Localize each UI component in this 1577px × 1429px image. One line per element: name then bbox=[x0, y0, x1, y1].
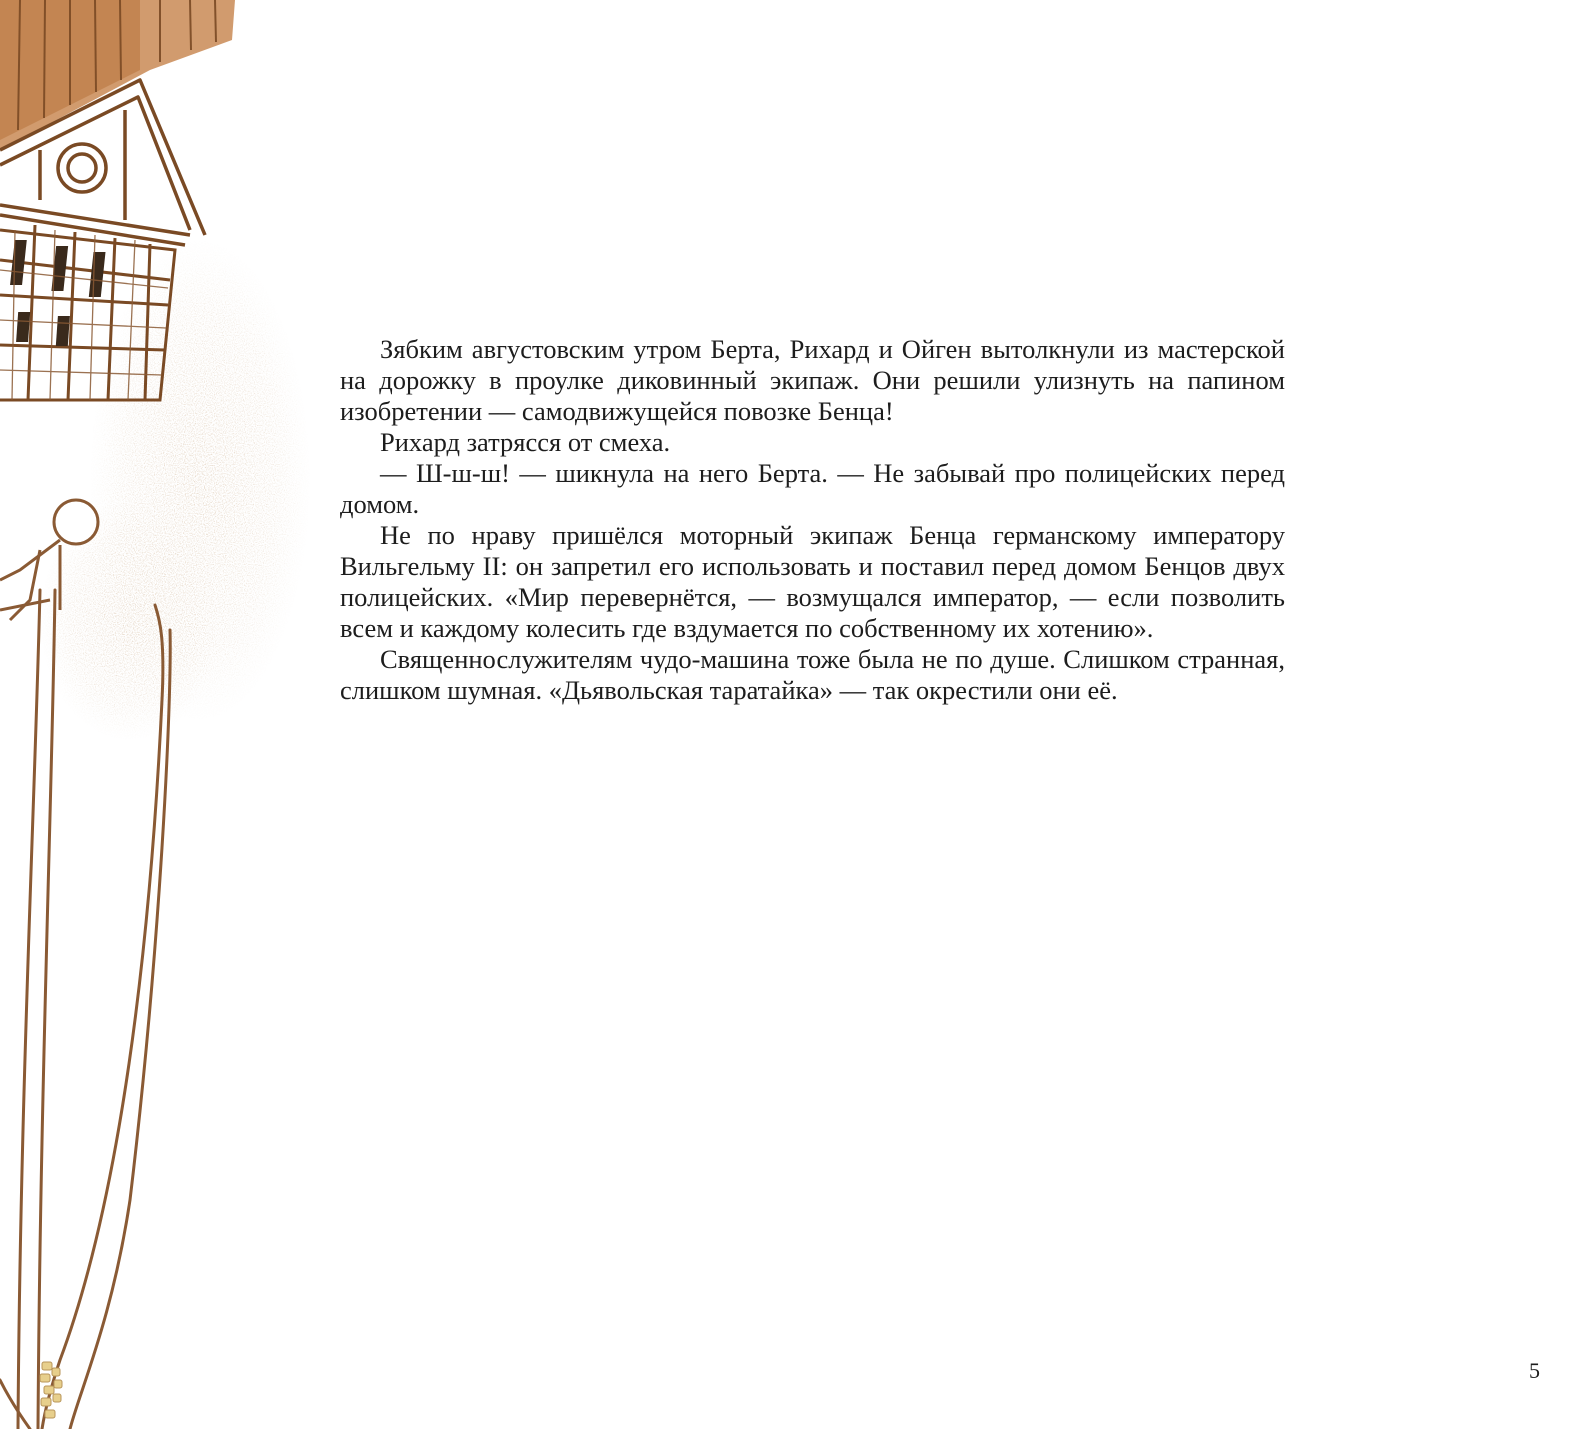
paragraph: Зябким августовским утром Берта, Рихард и Ойген вытолкнули из мастерской на дорожку в проулке диковинный экипаж. Они решили улизнуть на папином изобретении — самодвижущейся повозке Бенца! bbox=[340, 334, 1285, 426]
house-illustration bbox=[0, 0, 400, 1429]
page-number: 5 bbox=[1529, 1358, 1540, 1383]
paragraph: Рихард затрясся от смеха. bbox=[380, 427, 671, 457]
body-text bbox=[340, 334, 1285, 706]
paragraph: Не по нраву пришёлся моторный экипаж Бенца германскому императору Вильгельму II: он запретил его использовать и поставил перед домом Бенцов двух полицейских. «Мир перевернётся, — возмущался император, — если позволить всем и каждому колесить где вздумается по собственному их хотению». bbox=[340, 520, 1285, 643]
paragraph: Священнослужителям чудо-машина тоже была не по душе. Слишком странная, слишком шумная. «Дьявольская таратайка» — так окрестили они её. bbox=[340, 644, 1285, 705]
paragraph: — Ш-ш-ш! — шикнула на него Берта. — Не забывай про полицейских перед домом. bbox=[340, 458, 1285, 519]
